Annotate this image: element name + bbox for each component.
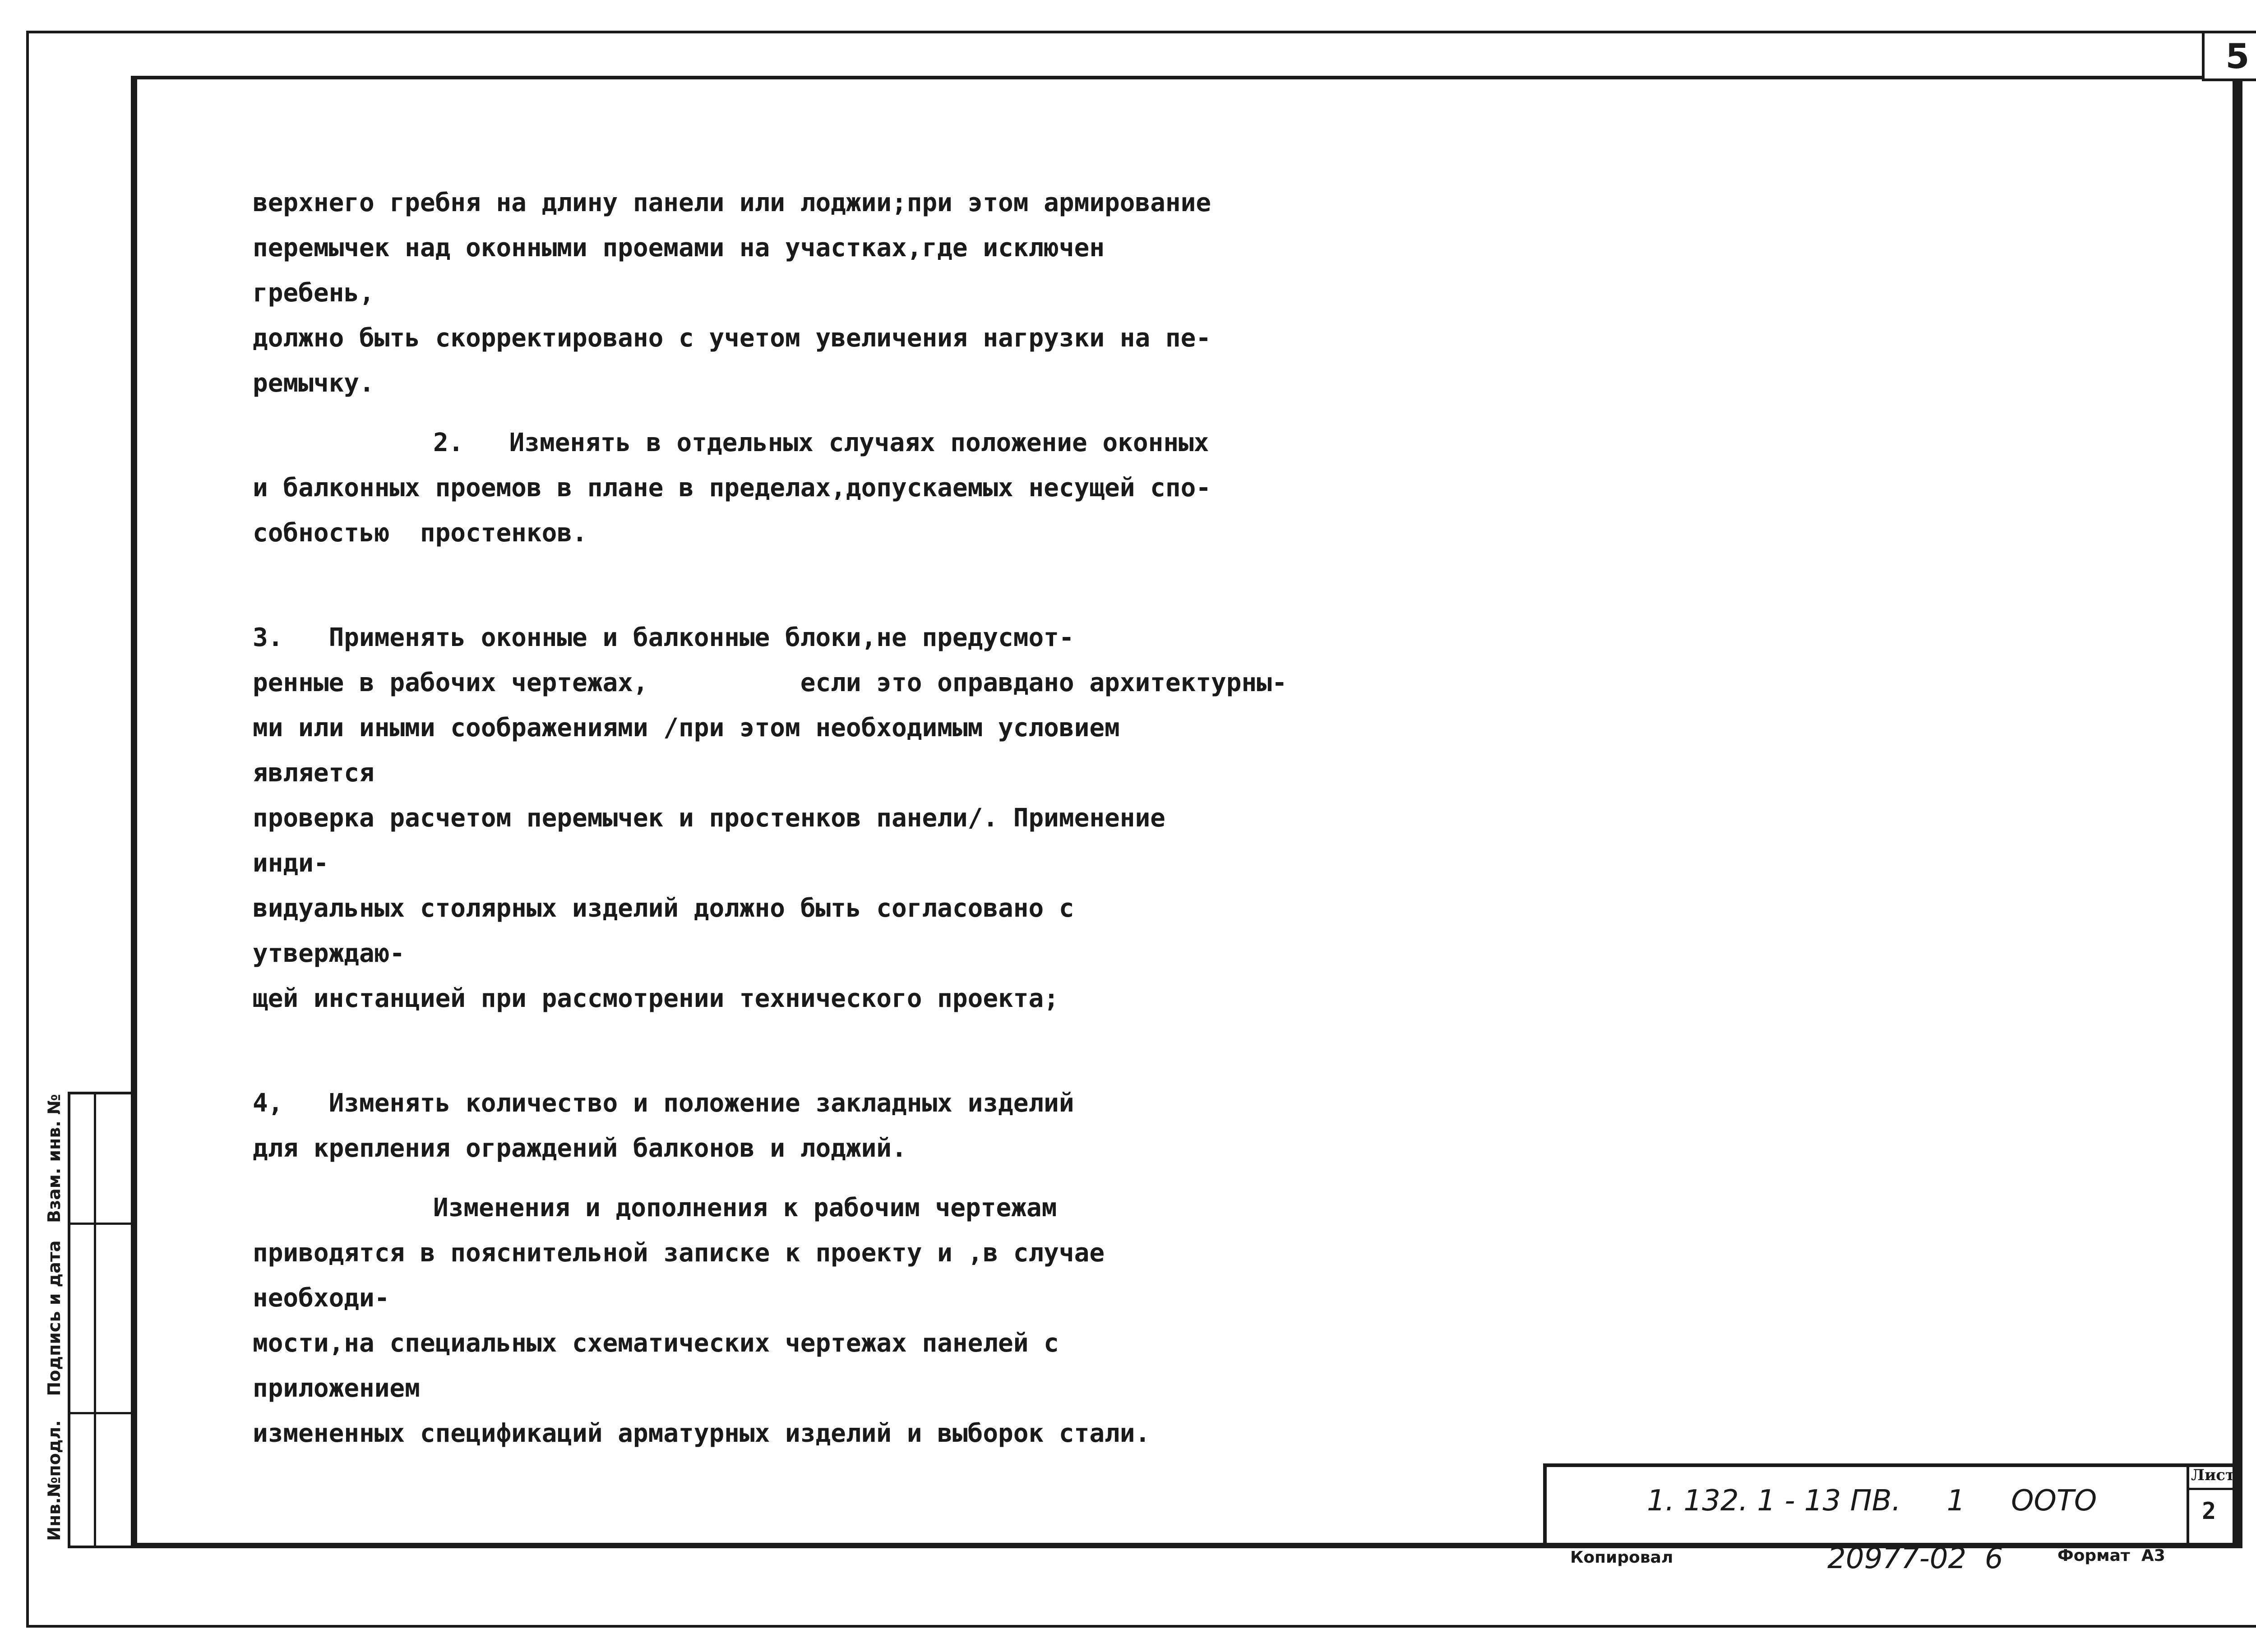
line: и балконных проемов в плане в пределах,допускаемых несущей спо-: [253, 473, 1211, 503]
sheet-label: Лист: [2191, 1466, 2235, 1484]
line: собностью простенков.: [253, 518, 587, 548]
line: для крепления ограждений балконов и лоджий.: [253, 1134, 907, 1163]
line: мости,на специальных схематических чертежах панелей с приложением: [253, 1329, 1059, 1403]
line: Изменения и дополнения к рабочим чертежам: [433, 1193, 1057, 1223]
line: должно быть скорректировано с учетом увеличения нагрузки на пе-: [253, 323, 1211, 353]
line: приводятся в пояснительной записке к проекту и ,в случае необходи-: [253, 1238, 1105, 1313]
replacement-inventory-label: Взам. инв. №: [44, 1094, 64, 1223]
line: измененных спецификаций арматурных изделий и выборок стали.: [253, 1419, 1151, 1448]
original-inventory-label: Инв.№подл.: [44, 1420, 64, 1541]
paragraph-3: [253, 570, 1287, 1021]
line: 2. Изменять в отдельных случаях положение оконных: [433, 428, 1209, 457]
line: 3. Применять оконные и балконные блоки,не предусмот-: [253, 623, 1074, 652]
line: 4, Изменять количество и положение закладных изделий: [253, 1089, 1074, 1118]
line: ми или иными соображениями /при этом необходимым условием является: [253, 713, 1120, 788]
copied-label: Копировал: [1570, 1548, 1674, 1567]
sheet-number: 5: [2202, 31, 2256, 81]
line: ремычку.: [253, 369, 374, 398]
line: ренные в рабочих чертежах, если это оправдано архитектурны-: [253, 668, 1287, 697]
paragraph-2: [253, 420, 1218, 556]
line: видуальных столярных изделий должно быть согласовано с утверждаю-: [253, 894, 1074, 968]
order-number: 20977-02 6: [1827, 1542, 2003, 1575]
sheet-value: 2: [2202, 1498, 2216, 1525]
paragraph-1: [253, 180, 1218, 406]
line: верхнего гребня на длину панели или лоджии;при этом армирование: [253, 188, 1211, 217]
paragraph-5: [253, 1186, 1218, 1456]
document-code: 1. 132. 1 - 13 ПВ. 1 ООТО: [1647, 1484, 2097, 1518]
line: перемычек над оконными проемами на участках,где исключен гребень,: [253, 233, 1105, 308]
signature-date-label: Подпись и дата: [44, 1240, 64, 1396]
side-stamp-divider: [68, 1223, 131, 1225]
document-body: [253, 180, 1287, 1471]
format-label: Формат А3: [2057, 1546, 2165, 1565]
line: щей инстанцией при рассмотрении технического проекта;: [253, 984, 1059, 1013]
side-stamp-divider: [68, 1412, 131, 1414]
paragraph-4: [253, 1036, 1218, 1171]
side-stamp-divider: [94, 1092, 96, 1548]
line: проверка расчетом перемычек и простенков панели/. Применение инди-: [253, 803, 1165, 878]
sheet-cell-divider: [2187, 1488, 2233, 1490]
side-stamp: [68, 1092, 131, 1548]
